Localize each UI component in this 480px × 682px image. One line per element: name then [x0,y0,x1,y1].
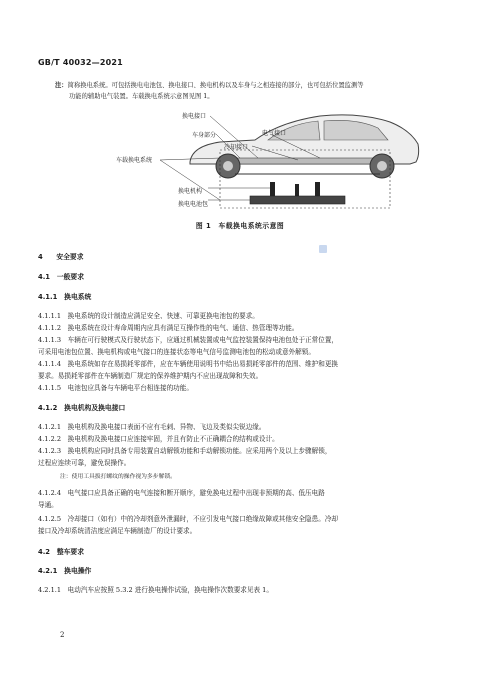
heading-4-2-1 [38,565,91,575]
heading-4-1-2-title: 换电机构及换电接口 [64,404,126,412]
clause-line [38,334,448,346]
clause-line [38,487,448,499]
heading-4-1-number: 4.1 [38,273,51,281]
clause-number: 4.1.1.5 [38,384,62,392]
heading-4-2-1-title: 换电操作 [64,567,92,575]
heading-4 [38,251,84,261]
note-label: 注： [60,474,72,480]
note-text: 使用工具拔打螺纹的操作视为多步解锁。 [71,474,176,480]
note-line-1 [55,80,450,91]
label-body-part: 车身部分 [192,132,217,139]
clause-number: 4.1.2.4 [38,489,62,497]
heading-4-1 [38,271,84,281]
battery-pack [250,196,345,204]
clause-line [38,445,448,457]
clause-text: 换电系统如存在易损耗零部件，应在车辆使用说明书中给出易损耗零部件的范围、维护和更换 [67,360,339,368]
clause-4-1-1-2 [38,322,448,334]
label-swap-interface: 换电接口 [182,113,207,120]
clause-4-1-1-3 [38,334,448,358]
small-logo-mark [318,244,328,254]
clause-number: 4.1.2.2 [38,435,62,443]
battery-tray [228,158,378,164]
note-label: 注： [55,82,68,89]
label-cooling-interface: 冷却接口 [224,144,249,151]
clause-text: 车辆在可行驶模式及行驶状态下，应通过机械装置或电气监控装置保持电池包处于正常位置， [67,336,339,344]
clause-number: 4.1.2.1 [38,423,62,431]
heading-4-2-1-number: 4.2.1 [38,567,58,575]
note-text-1: 简称换电系统。可包括换电电池包、换电接口、换电机构以及车身与之相连接的部分，也可包括位置监测等 [67,82,364,89]
clause-text-continued: 要求。易损耗零部件在车辆制造厂规定的保养维护期内不应出现故障和失效。 [38,372,263,380]
clause-number: 4.1.1.1 [38,312,62,320]
heading-4-1-2-number: 4.1.2 [38,404,58,412]
clause-text-continued: 可采用电池包位置、换电机构或电气接口的连接状态等电气信号监测电池包的松动或意外解锁。 [38,348,315,356]
heading-4-2 [38,546,84,556]
clause-4-1-2-1 [38,421,448,433]
intro-note [55,80,450,102]
clause-4-1-2-2 [38,433,448,445]
clause-line [38,358,448,370]
clause-4-1-1-1 [38,310,448,322]
page-number: 2 [60,631,65,639]
clause-number: 4.1.1.4 [38,360,62,368]
clause-4-1-1-4 [38,358,448,382]
heading-4-2-title: 整车要求 [56,548,85,556]
heading-4-1-1-title: 换电系统 [64,293,92,301]
clause-text: 换电系统的设计制造应满足安全、快速、可靠更换电池包的要求。 [67,312,259,320]
clause-text: 冷却接口（如有）中的冷却剂意外泄漏时，不应引发电气接口绝缘故障或其他安全隐患。冷却 [67,515,339,523]
clause-line [38,513,448,525]
clause-text: 电动汽车应按照 5.3.2 进行换电操作试验，换电操作次数要求见表 1。 [67,586,273,594]
note-line-2: 功能的辅助电气装置。车载换电系统示意图见图 1。 [69,93,214,100]
label-electrical-interface: 电气接口 [262,130,287,137]
clause-4-2-1-1 [38,584,448,596]
heading-4-1-1-number: 4.1.1 [38,293,58,301]
clause-4-1-1-5 [38,382,448,394]
label-battery-pack: 换电电池包 [178,201,209,208]
clause-number: 4.1.1.3 [38,336,62,344]
heading-4-2-number: 4.2 [38,548,51,556]
clause-text-continued: 接口及冷却系统清洁度应满足车辆制造厂的设计要求。 [38,527,197,535]
standard-id: GB/T 40032—2021 [38,58,123,67]
heading-4-1-1 [38,291,91,301]
clause-text: 电气接口应具备正确的电气连接和断开顺序，避免换电过程中出现非预期的高、低压电路 [67,489,325,497]
clause-text: 换电系统在设计寿命周期内应具有满足互操作性的电气、通信、热管理等功能。 [67,324,299,332]
clause-text-continued: 过程应连续可靠，避免误操作。 [38,459,131,467]
vehicle-swap-diagram [120,100,420,215]
clause-text: 换电机构及换电接口表面不应有毛刺、异物、飞边及类似尖锐边缘。 [67,423,266,431]
label-swap-mechanism: 换电机构 [178,188,203,195]
clause-text: 电池包应具备与车辆电平台相连接的功能。 [67,384,193,392]
clause-text: 换电机构应同时具备专用装置自动解锁功能和手动解锁功能。应采用两个及以上步骤解锁， [67,447,332,455]
heading-4-1-2 [38,402,125,412]
figure-caption: 图 1 车载换电系统示意图 [195,222,285,230]
clause-4-1-2-5 [38,513,448,537]
clause-number: 4.1.2.5 [38,515,62,523]
clause-number: 4.1.2.3 [38,447,62,455]
clause-number: 4.2.1.1 [38,586,62,594]
heading-4-title: 安全要求 [56,253,84,261]
clause-4-1-2-3-note [60,471,176,483]
clause-number: 4.1.1.2 [38,324,62,332]
label-onboard-system: 车载换电系统 [116,157,153,164]
heading-4-1-title: 一般要求 [56,273,85,281]
clause-4-1-2-3 [38,445,448,469]
clause-text: 换电机构及换电接口应连接牢固，并且有防止不正确耦合的结构或设计。 [67,435,279,443]
clause-text-continued: 导通。 [38,501,58,509]
clause-4-1-2-4 [38,487,448,511]
heading-4-number: 4 [38,253,43,261]
